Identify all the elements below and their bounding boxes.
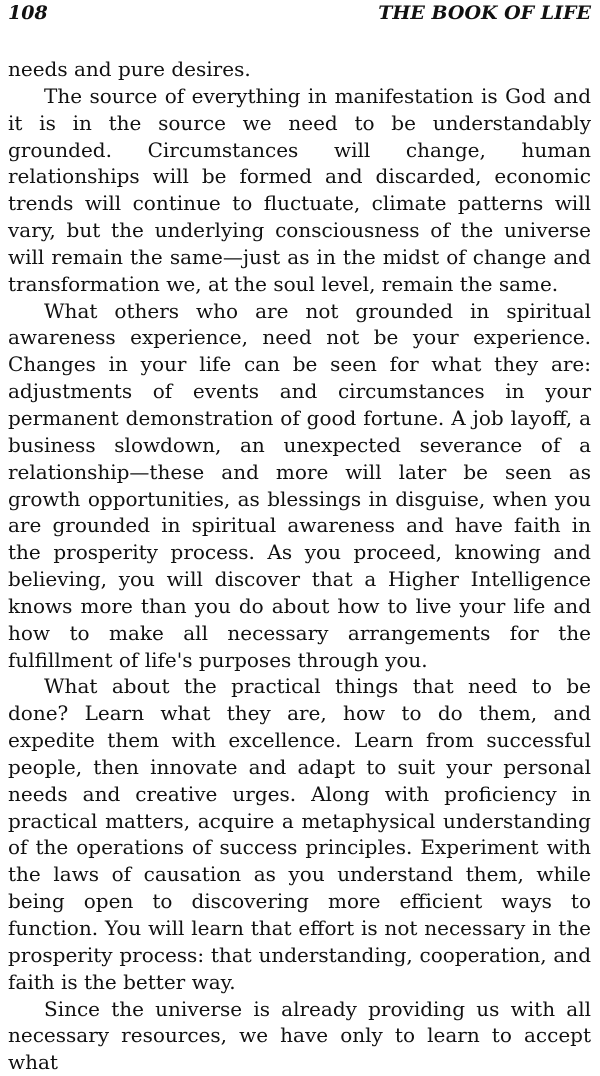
paragraph: What others who are not grounded in spiritual awareness experience, need not be your experience. Changes in your life can be seen for what they are: adjustments of events and circumstances in your permanent demonstration of good fortune. A job layoff, a business slowdown, an unexpected severance of a relationship—these and more will later be seen as growth opportunities, as blessings in disguise, when you are grounded in spiritual awareness and have faith in the prosperity process. As you proceed, knowing and believing, you will discover that a Higher Intelligence knows more than you do about how to live your life and how to make all necessary arrangements for the fulfillment of life's purposes through you. [8,298,591,672]
book-title: THE BOOK OF LIFE [378,2,591,24]
paragraph: Since the universe is already providing us with all necessary resources, we have only to learn to accept what [8,996,591,1075]
paragraph: The source of everything in manifestation is God and it is in the source we need to be understandably grounded. Circumstances will change, human relationships will be formed and discarded, economic trends will continue to fluctuate, climate patterns will vary, but the underlying consciousness of the universe will remain the same—just as in the midst of change and transformation we, at the soul level, remain the same. [8,83,591,296]
body-text [8,56,591,1076]
page-number: 108 [8,2,48,24]
paragraph-continued: needs and pure desires. [8,57,251,81]
running-head [8,2,591,30]
paragraph: What about the practical things that need to be done? Learn what they are, how to do them, and expedite them with excellence. Learn from successful people, then innovate and adapt to suit your personal needs and creative urges. Along with proficiency in practical matters, acquire a metaphysical understanding of the operations of success principles. Experiment with the laws of causation as you understand them, while being open to discovering more efficient ways to function. You will learn that effort is not necessary in the prosperity process: that understanding, cooperation, and faith is the better way. [8,674,591,994]
